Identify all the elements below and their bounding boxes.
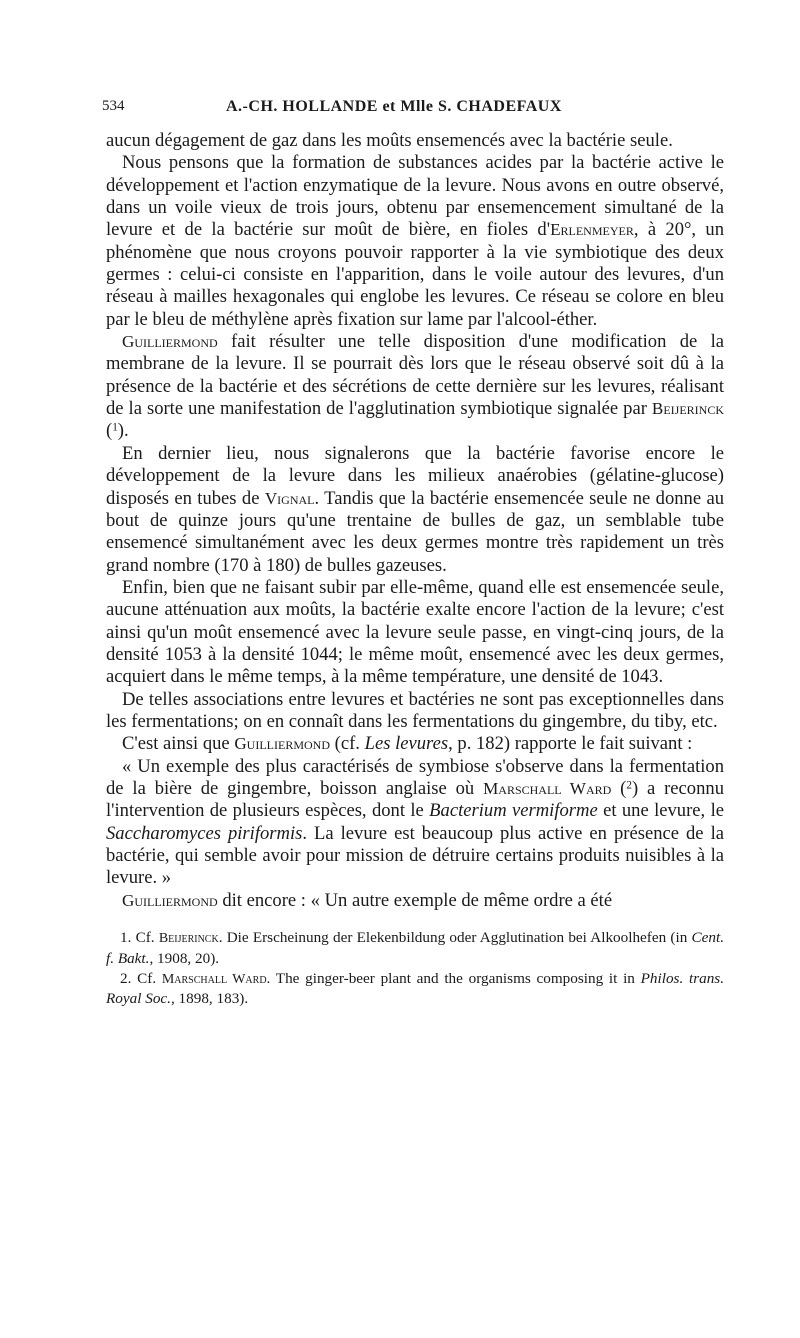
author-name-vignal: Vignal — [264, 488, 315, 508]
book-title-les-levures: Les levures — [364, 733, 449, 755]
paragraph-3-text-a: fait résulter une telle disposition d'une modification de la membrane de la levure. Il se pourrait dès lors que le réseau observé soit dû à la présence de la bactérie et des sécrétions de cette dernière sur les levures, réalisant de la sorte une manifestation de l'agglutination symbiotique signalée par — [106, 331, 724, 420]
paragraph-8-text-b: ( — [611, 777, 627, 799]
paragraph-4-text-a: En dernier lieu, nous signalerons que la bactérie favorise encore le développement de la levure dans les milieux anaérobies (gélatine-glucose) disposés en tubes de — [106, 442, 724, 509]
author-name-marschall-ward: Marschall Ward — [483, 778, 612, 798]
author-name-beijerinck: Beijerinck — [651, 399, 724, 419]
footnote-2-text-c: , 1898, 183). — [170, 990, 249, 1008]
paragraph-7-text-a: C'est ainsi que — [122, 733, 235, 755]
footnote-2-text-b: . The ginger-beer plant and the organisms composing it in — [266, 969, 641, 987]
species-saccharomyces-piriformis: Saccharomyces piriformis — [106, 822, 303, 844]
paragraph-4 — [106, 443, 724, 577]
paragraph-8-text-d: et une levure, le — [597, 800, 724, 822]
footnote-1 — [106, 928, 724, 969]
paragraph-1 — [106, 130, 724, 152]
paragraph-2-text-a: Nous pensons que la formation de substances acides par la bactérie active le développement et l'action enzymatique de la levure. Nous avons en outre observé, dans un voile vieux de trois jours, obtenu par ensemencement simultané de la levure et de la bactérie sur moût de bière, en fioles d' — [106, 152, 724, 241]
footnote-2-journal: Philos. trans. Royal Soc. — [106, 969, 725, 1008]
paragraph-3-text-c: ). — [117, 420, 129, 442]
body-text — [106, 130, 724, 912]
page-header — [102, 98, 724, 122]
footnote-1-text-c: , 1908, 20). — [149, 949, 220, 967]
paragraph-3-text-b: ( — [106, 420, 113, 442]
footnote-1-journal: Cent. f. Bakt. — [106, 929, 724, 967]
author-name-guilliermond: Guilliermond — [122, 890, 218, 910]
author-name-guilliermond: Guilliermond — [234, 734, 331, 754]
author-name-guilliermond: Guilliermond — [122, 332, 218, 352]
paragraph-8-text-a: « Un exemple des plus caractérisés de symbiose s'observe dans la fermentation de la bière de gingembre, boisson anglaise où — [106, 755, 724, 799]
footnotes — [106, 928, 724, 1009]
footnote-2-author: Marschall Ward — [161, 971, 267, 987]
paragraph-8-text-c: ) a reconnu l'intervention de plusieurs espèces, dont le — [106, 777, 724, 822]
paragraph-5 — [106, 577, 724, 689]
footnote-1-text-b: . Die Erscheinung der Elekenbildung oder Agglutination bei Alkoolhefen (in — [218, 929, 692, 947]
paragraph-6 — [106, 689, 724, 734]
footnote-ref-1: 1 — [112, 421, 118, 434]
footnote-1-author: Beijerinck — [158, 931, 219, 947]
footnote-1-number: 1. — [120, 929, 132, 947]
footnote-2 — [106, 969, 724, 1010]
paragraph-3 — [106, 331, 724, 443]
paragraph-7-text-b: (cf. — [330, 733, 365, 755]
paragraph-8-quote — [106, 756, 724, 890]
paragraph-1-text: aucun dégagement de gaz dans les moûts ensemencés avec la bactérie seule. — [106, 130, 673, 151]
paragraph-2 — [106, 152, 724, 331]
footnote-2-text-a: Cf. — [131, 969, 162, 987]
paragraph-5-text: Enfin, bien que ne faisant subir par elle-même, quand elle est ensemencée seule, aucune atténuation aux moûts, la bactérie exalte encore l'action de la levure; c'est ainsi qu'un moût ensemencé avec la levure seule passe, en vingt-cinq jours, de la densité 1053 à la densité 1044; le même moût, ensemencé avec les deux germes, acquiert dans le même temps, à la même température, une densité de 1043. — [106, 576, 724, 688]
species-bacterium-vermiforme: Bacterium vermiforme — [429, 800, 598, 822]
paragraph-7 — [106, 733, 724, 755]
book-page — [102, 98, 725, 1009]
footnote-2-number: 2. — [120, 969, 132, 987]
page-number: 534 — [102, 98, 125, 114]
paragraph-9-text: dit encore : « Un autre exemple de même ordre a été — [217, 889, 613, 911]
paragraph-6-text: De telles associations entre levures et bactéries ne sont pas exceptionnelles dans les fermentations; on en connaît dans les fermentations du gingembre, du tiby, etc. — [106, 688, 724, 732]
footnote-ref-2: 2 — [626, 779, 632, 792]
author-name-erlenmeyer: Erlenmeyer — [550, 220, 634, 240]
paragraph-4-text-b: . Tandis que la bactérie ensemencée seule ne donne au bout de quinze jours qu'une trentaine de bulles de gaz, un semblable tube ensemencé simultanément avec les deux germes montre très rapidement un très grand nombre (170 à 180) de bulles gazeuses. — [106, 487, 724, 576]
running-head: A.-CH. HOLLANDE et Mlle S. CHADEFAUX — [226, 98, 562, 115]
paragraph-7-text-c: , p. 182) rapporte le fait suivant : — [448, 733, 693, 755]
paragraph-8-text-e: . La levure est beaucoup plus active en présence de la bactérie, qui semble avoir pour mission de détruire certains produits nuisibles à la levure. » — [106, 822, 724, 889]
paragraph-9 — [106, 890, 724, 912]
footnote-1-text-a: Cf. — [131, 929, 159, 947]
paragraph-2-text-b: , à 20°, un phénomène que nous croyons pouvoir rapporter à la vie symbiotique des deux germes : celui-ci consiste en l'apparition, dans le voile autour des levures, d'un réseau à mailles hexagonales qui englobe les levures. Ce réseau se colore en bleu par le bleu de méthylène après fixation sur lame par l'alcool-éther. — [106, 219, 724, 330]
